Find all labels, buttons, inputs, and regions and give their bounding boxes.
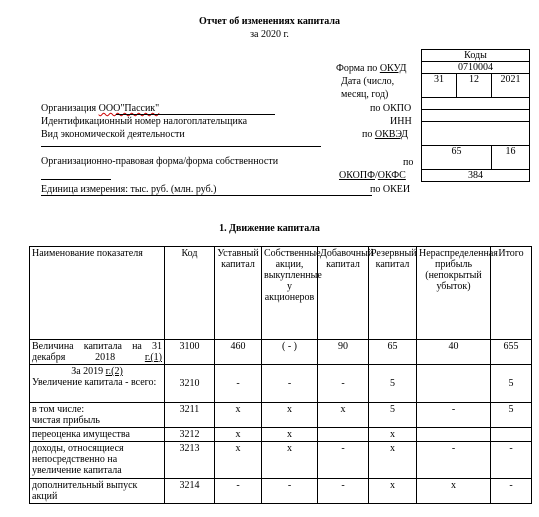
org-underline: [116, 114, 275, 115]
cell-total: 5: [491, 403, 532, 428]
table-row: [30, 340, 532, 365]
unit-label: Единица измерения: тыс. руб. (млн. руб.): [41, 184, 217, 195]
date-day: 31: [422, 74, 457, 98]
header-own-shares: Собственные акции, выкупленные у акционеров: [262, 247, 318, 340]
activity-underline: [41, 146, 321, 147]
okud-link[interactable]: ОКУД: [379, 63, 407, 74]
section-title: 1. Движение капитала: [219, 223, 320, 234]
cell-retained: -: [417, 403, 491, 428]
cell-retained: -: [417, 442, 491, 479]
cell-reserve: x: [369, 442, 417, 479]
okopf-link[interactable]: ОКОПФ: [339, 170, 375, 181]
cell-reserve: 5: [369, 403, 417, 428]
row-name: дополнительный выпуск акций: [30, 479, 165, 504]
opf-label: Организационно-правовая форма/форма собственности: [41, 156, 279, 167]
okfs-value: 16: [492, 146, 530, 170]
okopf-okfs-label: ОКОПФ/ОКФС: [339, 170, 406, 181]
table-row: [30, 365, 532, 403]
cell-reserve: x: [369, 428, 417, 442]
cell-retained: 40: [417, 340, 491, 365]
opf-underline: [41, 179, 111, 180]
cell-own-shares: x: [262, 428, 318, 442]
cell-total: [491, 428, 532, 442]
cell-additional: -: [318, 479, 369, 504]
header-name: Наименование показателя: [30, 247, 165, 340]
cell-additional: -: [318, 365, 369, 403]
okud-value: 0710004: [422, 62, 530, 74]
okved-label: по ОКВЭД: [362, 129, 409, 140]
table-row: [30, 428, 532, 442]
cell-total: -: [491, 442, 532, 479]
cell-total: -: [491, 479, 532, 504]
row-name-line2: чистая прибыль: [32, 415, 100, 426]
row-code: 3212: [165, 428, 215, 442]
header-additional: Добавочный капитал: [318, 247, 369, 340]
cell-reserve: 65: [369, 340, 417, 365]
okei-value: 384: [422, 170, 530, 182]
report-period: за 2020 г.: [250, 29, 289, 40]
cell-total: 655: [491, 340, 532, 365]
okei-label: по ОКЕИ: [370, 184, 411, 195]
cell-additional: -: [318, 442, 369, 479]
row-code: 3214: [165, 479, 215, 504]
cell-reserve: x: [369, 479, 417, 504]
cell-own-shares: x: [262, 442, 318, 479]
inn-label-left: Идентификационный номер налогоплательщика: [41, 116, 248, 127]
org-label: Организация ООО"Пассик": [41, 103, 160, 114]
cell-own-shares: ( - ): [262, 340, 318, 365]
row-name: доходы, относящиеся непосредственно на увеличение капитала: [30, 442, 165, 479]
cell-additional: 90: [318, 340, 369, 365]
cell-retained: [417, 365, 491, 403]
cell-charter: -: [215, 365, 262, 403]
cell-own-shares: -: [262, 365, 318, 403]
cell-retained: [417, 428, 491, 442]
cell-own-shares: x: [262, 403, 318, 428]
cell-retained: x: [417, 479, 491, 504]
row-name-line1: в том числе:: [32, 404, 85, 415]
capital-table: [29, 246, 532, 504]
date-year: 2021: [492, 74, 530, 98]
header-reserve: Резервный капитал: [369, 247, 417, 340]
header-retained: Нераспределенная прибыль (непокрытый убыток): [417, 247, 491, 340]
inn-value: [422, 110, 530, 122]
period-heading: За 2019 г.(2): [71, 366, 123, 377]
row-code: 3210: [165, 365, 215, 403]
row-code: 3211: [165, 403, 215, 428]
cell-charter: x: [215, 403, 262, 428]
row-code: 3100: [165, 340, 215, 365]
codes-table: [421, 49, 530, 182]
okpo-value: [422, 98, 530, 110]
cell-reserve: 5: [369, 365, 417, 403]
row-name: [30, 403, 165, 428]
opf-po: по: [403, 157, 414, 168]
okpo-label: по ОКПО: [370, 103, 412, 114]
cell-own-shares: -: [262, 479, 318, 504]
row-name: переоценка имущества: [30, 428, 165, 442]
row-name: [30, 365, 165, 403]
activity-label: Вид экономической деятельности: [41, 129, 185, 140]
date-label-2: месяц, год): [341, 89, 389, 100]
row-name: Величина капитала на 31 декабря 2018 г.(1): [30, 340, 165, 365]
table-header-row: [30, 247, 532, 340]
header-total: Итого: [491, 247, 532, 340]
table-row: [30, 479, 532, 504]
codes-header: Коды: [422, 50, 530, 62]
inn-label: ИНН: [390, 116, 412, 127]
org-name: ООО"Пассик": [98, 103, 160, 114]
row-code: 3213: [165, 442, 215, 479]
okfs-link[interactable]: ОКФС: [377, 170, 406, 181]
cell-charter: x: [215, 428, 262, 442]
row-name-text: Увеличение капитала - всего:: [32, 377, 157, 388]
cell-charter: 460: [215, 340, 262, 365]
date-label-1: Дата (число,: [341, 76, 395, 87]
header-charter: Уставный капитал: [215, 247, 262, 340]
cell-charter: -: [215, 479, 262, 504]
cell-additional: x: [318, 403, 369, 428]
table-row: [30, 442, 532, 479]
okopf-value: 65: [422, 146, 492, 170]
okud-label: Форма по ОКУД: [336, 63, 407, 74]
cell-charter: x: [215, 442, 262, 479]
report-title: Отчет об изменениях капитала: [199, 16, 340, 27]
okved-value: [422, 122, 530, 146]
okved-link[interactable]: ОКВЭД: [374, 129, 409, 140]
table-row: [30, 403, 532, 428]
cell-total: 5: [491, 365, 532, 403]
unit-underline: [41, 195, 372, 196]
cell-additional: [318, 428, 369, 442]
date-month: 12: [457, 74, 492, 98]
header-code: Код: [165, 247, 215, 340]
